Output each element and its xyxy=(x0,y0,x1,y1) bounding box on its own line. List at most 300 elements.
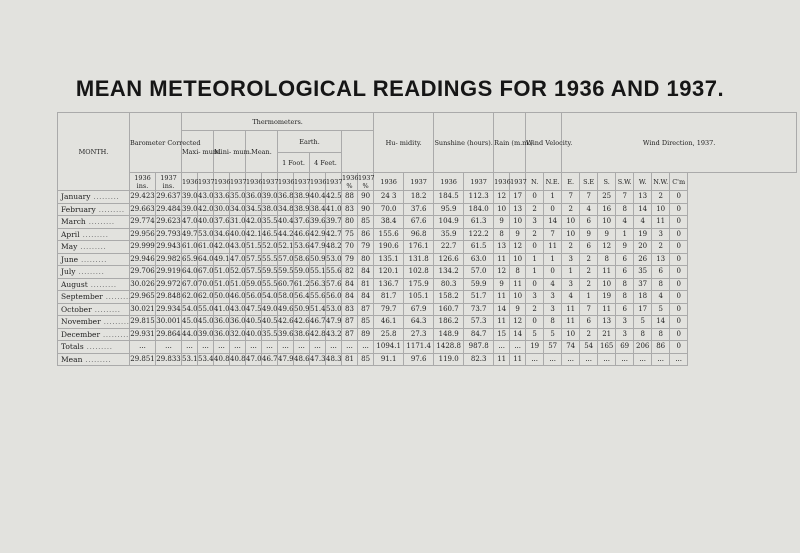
table-cell: 46.0 xyxy=(230,291,246,304)
table-cell: ... xyxy=(670,353,688,366)
table-cell: 29.484 xyxy=(156,203,182,216)
table-cell: ... xyxy=(598,353,616,366)
table-cell: 9 xyxy=(494,216,510,229)
table-cell: 126.6 xyxy=(434,253,464,266)
table-cell: 52.1 xyxy=(278,241,294,254)
month-label-text: May xyxy=(61,242,78,252)
table-cell: 3 xyxy=(526,291,544,304)
table-cell: 8 xyxy=(616,203,634,216)
table-cell: 97.6 xyxy=(404,353,434,366)
table-cell: 67.6 xyxy=(404,216,434,229)
table-cell: 38.4 xyxy=(374,216,404,229)
table-cell: 34.0 xyxy=(230,203,246,216)
month-label-text: January xyxy=(61,192,91,202)
table-cell: 13 xyxy=(598,316,616,329)
table-cell: 43.0 xyxy=(198,191,214,204)
table-cell: 3 xyxy=(526,216,544,229)
table-cell: 11 xyxy=(510,353,526,366)
table-cell: 0 xyxy=(670,253,688,266)
table-cell: 35.5 xyxy=(262,216,278,229)
table-cell: ... xyxy=(358,341,374,354)
table-cell: 5 xyxy=(652,303,670,316)
table-cell: 80.3 xyxy=(434,278,464,291)
table-cell: 10 xyxy=(494,203,510,216)
table-cell: 131.8 xyxy=(404,253,434,266)
table-cell: 89 xyxy=(358,328,374,341)
table-row xyxy=(58,353,797,366)
table-cell: 49.0 xyxy=(262,303,278,316)
table-cell: 57.5 xyxy=(246,266,262,279)
table-cell: 59.0 xyxy=(246,278,262,291)
table-cell: 58.6 xyxy=(294,253,310,266)
table-cell: 40.8 xyxy=(230,353,246,366)
table-cell: 67.0 xyxy=(182,278,198,291)
table-cell: 3 xyxy=(616,328,634,341)
table-cell: 14 xyxy=(510,328,526,341)
table-cell: 61.2 xyxy=(294,278,310,291)
table-cell: 29.972 xyxy=(156,278,182,291)
table-cell: 20 xyxy=(634,241,652,254)
table-cell: 61.5 xyxy=(464,241,494,254)
table-cell: 56.3 xyxy=(310,278,326,291)
table-cell: 87 xyxy=(342,328,358,341)
table-cell: 42.0 xyxy=(214,241,230,254)
table-cell: 57.0 xyxy=(278,253,294,266)
table-cell: 81.7 xyxy=(374,291,404,304)
maximum-header: Maxi- mum. xyxy=(182,131,214,173)
table-cell: 0 xyxy=(526,278,544,291)
table-cell: 1 xyxy=(616,228,634,241)
direction-calm: C'm xyxy=(670,173,688,191)
table-cell: 0 xyxy=(526,191,544,204)
month-label xyxy=(58,228,130,241)
table-cell: 85 xyxy=(358,316,374,329)
table-cell: 10 xyxy=(598,278,616,291)
minimum-header: Mini- mum. xyxy=(214,131,246,173)
month-label-text: December xyxy=(61,329,101,339)
table-cell: 45.0 xyxy=(182,316,198,329)
table-cell: ... xyxy=(230,341,246,354)
table-cell: 42.6 xyxy=(278,316,294,329)
table-cell: 6 xyxy=(616,253,634,266)
table-cell: 36.0 xyxy=(214,328,230,341)
table-cell: 32.0 xyxy=(230,328,246,341)
direction-w: W. xyxy=(634,173,652,191)
table-cell: 2 xyxy=(580,278,598,291)
table-cell: 51.0 xyxy=(214,278,230,291)
table-cell: 11 xyxy=(494,353,510,366)
table-cell: 4 xyxy=(634,216,652,229)
table-cell: 70.0 xyxy=(198,278,214,291)
table-cell: 95.9 xyxy=(434,203,464,216)
table-cell: 40.4 xyxy=(278,216,294,229)
table-cell: 175.9 xyxy=(404,278,434,291)
table-cell: 43.0 xyxy=(230,241,246,254)
table-cell: 40.4 xyxy=(310,191,326,204)
table-cell: 112.3 xyxy=(464,191,494,204)
readings-table-panel xyxy=(57,112,797,370)
table-cell: 49.1 xyxy=(214,253,230,266)
table-cell: 53.0 xyxy=(326,303,342,316)
month-label xyxy=(58,341,130,354)
table-cell: 54.0 xyxy=(182,303,198,316)
table-cell: 37.6 xyxy=(294,216,310,229)
table-cell: 30.026 xyxy=(130,278,156,291)
table-cell: 10 xyxy=(598,216,616,229)
table-cell: 0 xyxy=(670,328,688,341)
table-cell: 31.0 xyxy=(230,216,246,229)
year-1937: 1937 xyxy=(198,173,214,191)
table-row xyxy=(58,191,797,204)
table-cell: 55.5 xyxy=(262,278,278,291)
table-cell: 85 xyxy=(358,216,374,229)
table-cell: 29.423 xyxy=(130,191,156,204)
table-cell: 12 xyxy=(598,241,616,254)
table-cell: 45.0 xyxy=(198,316,214,329)
table-cell: 17 xyxy=(634,303,652,316)
table-cell: ... xyxy=(494,341,510,354)
table-row xyxy=(58,328,797,341)
table-cell: 29.864 xyxy=(156,328,182,341)
table-cell: 21 xyxy=(598,328,616,341)
table-cell: ... xyxy=(652,353,670,366)
table-cell: 29.793 xyxy=(156,228,182,241)
table-cell: 206 xyxy=(634,341,652,354)
table-cell: 3 xyxy=(544,303,562,316)
table-cell: 29.851 xyxy=(130,353,156,366)
sunshine-header: Sunshine (hours). xyxy=(434,113,494,173)
table-cell: 8 xyxy=(544,316,562,329)
table-cell: 11 xyxy=(598,303,616,316)
readings-body xyxy=(58,191,797,366)
table-cell: 47.3 xyxy=(310,353,326,366)
table-cell: 55.5 xyxy=(262,253,278,266)
table-cell: 36.8 xyxy=(278,191,294,204)
table-cell: 51.7 xyxy=(464,291,494,304)
table-cell: 26 xyxy=(634,253,652,266)
table-cell: 38.0 xyxy=(262,203,278,216)
table-cell: 24 3 xyxy=(374,191,404,204)
table-cell: 30.0 xyxy=(214,203,230,216)
four-feet-header: 4 Feet. xyxy=(310,153,342,173)
table-cell: ... xyxy=(198,341,214,354)
table-cell: 58.0 xyxy=(278,291,294,304)
table-cell: 14 xyxy=(494,303,510,316)
table-cell: 13 xyxy=(510,203,526,216)
table-row xyxy=(58,316,797,329)
month-label xyxy=(58,316,130,329)
table-cell: ... xyxy=(278,341,294,354)
table-cell: 5 xyxy=(526,328,544,341)
table-cell: 74 xyxy=(562,341,580,354)
table-cell: 47.0 xyxy=(246,353,262,366)
leader-dots: ......... xyxy=(77,242,107,252)
table-cell: 25 xyxy=(598,191,616,204)
table-cell: 96.8 xyxy=(404,228,434,241)
table-cell: ... xyxy=(562,353,580,366)
table-cell: 18.2 xyxy=(404,191,434,204)
table-cell: 47.9 xyxy=(278,353,294,366)
table-cell: 11 xyxy=(562,303,580,316)
table-cell: 8 xyxy=(652,278,670,291)
direction-nw: N.W. xyxy=(652,173,670,191)
table-cell: 11 xyxy=(652,216,670,229)
table-cell: 5 xyxy=(544,328,562,341)
table-cell: 186.2 xyxy=(434,316,464,329)
table-cell: 1171.4 xyxy=(404,341,434,354)
table-cell: 4 xyxy=(544,278,562,291)
wind-velocity-header: Wind Velocity. xyxy=(526,113,562,173)
table-cell: 0 xyxy=(526,316,544,329)
table-cell: 29.956 xyxy=(130,228,156,241)
table-cell: 7 xyxy=(562,191,580,204)
table-cell: 48.2 xyxy=(326,241,342,254)
month-label xyxy=(58,303,130,316)
table-cell: 57 xyxy=(544,341,562,354)
table-cell: 29.943 xyxy=(156,241,182,254)
table-cell: 2 xyxy=(526,303,544,316)
table-cell: 51.4 xyxy=(310,303,326,316)
table-cell: 160.7 xyxy=(434,303,464,316)
table-cell: 0 xyxy=(526,241,544,254)
table-cell: 40.0 xyxy=(198,216,214,229)
month-label-text: Mean xyxy=(61,354,83,364)
table-cell: 56.0 xyxy=(246,291,262,304)
table-cell: 5 xyxy=(634,316,652,329)
table-cell: 57.0 xyxy=(464,266,494,279)
table-cell: 87 xyxy=(358,303,374,316)
page-title: MEAN METEOROLOGICAL READINGS FOR 1936 AND 1937. xyxy=(75,76,725,101)
table-cell: 12 xyxy=(510,316,526,329)
month-label xyxy=(58,216,130,229)
month-label xyxy=(58,203,130,216)
table-row xyxy=(58,341,797,354)
table-cell: 57.3 xyxy=(464,316,494,329)
leader-dots: ......... xyxy=(82,354,112,364)
table-cell: 47.9 xyxy=(310,241,326,254)
table-cell: 104.9 xyxy=(434,216,464,229)
table-cell: 55.6 xyxy=(310,291,326,304)
table-cell: 29.965 xyxy=(130,291,156,304)
table-cell: 1 xyxy=(544,253,562,266)
month-label xyxy=(58,278,130,291)
table-cell: ... xyxy=(616,353,634,366)
table-cell: 53.0 xyxy=(326,253,342,266)
table-cell: 59.9 xyxy=(464,278,494,291)
table-cell: 42.5 xyxy=(326,191,342,204)
table-cell: 19 xyxy=(598,291,616,304)
table-cell: 136.7 xyxy=(374,278,404,291)
table-cell: 4 xyxy=(580,203,598,216)
table-cell: 134.2 xyxy=(434,266,464,279)
table-cell: 59.5 xyxy=(262,266,278,279)
table-cell: 11 xyxy=(562,316,580,329)
table-cell: 29.623 xyxy=(156,216,182,229)
direction-e: E. xyxy=(562,173,580,191)
leader-dots: ......... xyxy=(85,217,115,227)
table-row xyxy=(58,241,797,254)
humidity-year-1937: 1937 % xyxy=(358,173,375,190)
table-cell: 10 xyxy=(510,291,526,304)
table-cell: 3 xyxy=(562,253,580,266)
table-cell: 48.3 xyxy=(326,353,342,366)
table-cell: 120.1 xyxy=(374,266,404,279)
table-cell: 40.8 xyxy=(214,353,230,366)
table-cell: 50.9 xyxy=(294,303,310,316)
table-cell: 84 xyxy=(342,291,358,304)
table-cell: 6 xyxy=(652,266,670,279)
table-cell: 1094.1 xyxy=(374,341,404,354)
table-cell: 148.9 xyxy=(434,328,464,341)
table-cell: ... xyxy=(214,341,230,354)
table-cell: 9 xyxy=(598,228,616,241)
rain-header: Rain (m.m.) xyxy=(494,113,526,173)
table-cell: 44.0 xyxy=(182,328,198,341)
table-cell: 1 xyxy=(526,253,544,266)
mean-header: Mean. xyxy=(246,131,278,173)
table-cell: 29.934 xyxy=(156,303,182,316)
table-cell: 25.8 xyxy=(374,328,404,341)
table-cell: 184.5 xyxy=(434,191,464,204)
table-cell: 29.999 xyxy=(130,241,156,254)
table-cell: 102.8 xyxy=(404,266,434,279)
table-cell: 33.6 xyxy=(214,191,230,204)
table-cell: 49.6 xyxy=(278,303,294,316)
table-cell: 39.0 xyxy=(182,191,198,204)
year-1937: 1937 xyxy=(294,173,310,191)
table-cell: 1 xyxy=(526,266,544,279)
table-cell: 46.7 xyxy=(262,353,278,366)
table-cell: 42.7 xyxy=(326,228,342,241)
table-cell: 54 xyxy=(580,341,598,354)
table-cell: 49.7 xyxy=(182,228,198,241)
table-cell: 53.0 xyxy=(198,228,214,241)
table-cell: 81 xyxy=(342,353,358,366)
table-cell: 8 xyxy=(616,278,634,291)
month-label xyxy=(58,353,130,366)
table-cell: 165 xyxy=(598,341,616,354)
table-cell: 14 xyxy=(544,216,562,229)
table-cell: 53.1 xyxy=(182,353,198,366)
month-label-text: October xyxy=(61,304,92,314)
table-cell: 8 xyxy=(616,291,634,304)
table-cell: 3 xyxy=(616,316,634,329)
table-cell: 54.0 xyxy=(262,291,278,304)
table-cell: 46.1 xyxy=(374,316,404,329)
table-cell: 29.815 xyxy=(130,316,156,329)
table-cell: 4 xyxy=(562,291,580,304)
table-cell: 2 xyxy=(652,241,670,254)
table-cell: 0 xyxy=(544,203,562,216)
table-cell: 6 xyxy=(580,241,598,254)
table-cell: 67.0 xyxy=(198,266,214,279)
table-cell: 37.6 xyxy=(404,203,434,216)
table-cell: ... xyxy=(130,341,156,354)
table-cell: 176.1 xyxy=(404,241,434,254)
table-cell: 55.6 xyxy=(326,266,342,279)
table-cell: 18 xyxy=(634,291,652,304)
table-cell: 1 xyxy=(580,291,598,304)
leader-dots: ......... xyxy=(100,317,130,327)
leader-dots: ......... xyxy=(83,342,113,352)
table-cell: 3 xyxy=(562,278,580,291)
table-cell: 85 xyxy=(358,353,374,366)
table-cell: 2 xyxy=(526,203,544,216)
thermometers-header: Thermometers. xyxy=(182,113,374,131)
table-cell: 50.9 xyxy=(310,253,326,266)
table-cell: 51.0 xyxy=(214,266,230,279)
table-row xyxy=(58,216,797,229)
table-cell: 29.919 xyxy=(156,266,182,279)
table-cell: 39.6 xyxy=(278,328,294,341)
table-cell: ... xyxy=(246,341,262,354)
table-cell: 6 xyxy=(616,303,634,316)
table-cell: 12 xyxy=(494,191,510,204)
year-1937: 1937 xyxy=(230,173,246,191)
table-cell: 10 xyxy=(510,253,526,266)
table-cell: 29.833 xyxy=(156,353,182,366)
table-cell: 70 xyxy=(342,241,358,254)
month-label xyxy=(58,291,130,304)
table-cell: 2 xyxy=(580,328,598,341)
table-cell: 8 xyxy=(510,266,526,279)
table-cell: ... xyxy=(544,353,562,366)
table-cell: 190.6 xyxy=(374,241,404,254)
direction-sw: S.W. xyxy=(616,173,634,191)
table-cell: 55.1 xyxy=(310,266,326,279)
table-cell: 47.9 xyxy=(326,316,342,329)
table-cell: 43.0 xyxy=(230,303,246,316)
month-label xyxy=(58,191,130,204)
table-cell: 2 xyxy=(562,241,580,254)
table-cell: 46.5 xyxy=(262,228,278,241)
table-cell: 47.5 xyxy=(246,303,262,316)
table-cell: 11 xyxy=(510,278,526,291)
table-cell: ... xyxy=(634,353,652,366)
table-cell: 7 xyxy=(580,303,598,316)
year-1937: 1937 xyxy=(262,173,278,191)
table-cell: 29.637 xyxy=(156,191,182,204)
year-1937: 1937 xyxy=(464,173,494,191)
table-cell: 9 xyxy=(580,228,598,241)
table-cell: 0 xyxy=(544,266,562,279)
humidity-header: Hu- midity. xyxy=(374,113,434,173)
earth-header: Earth. xyxy=(278,131,342,153)
one-foot-header: 1 Foot. xyxy=(278,153,310,173)
month-label-text: April xyxy=(61,229,80,239)
month-label-text: June xyxy=(61,254,79,264)
year-1936: 1936 xyxy=(214,173,230,191)
table-cell: 27.3 xyxy=(404,328,434,341)
table-cell: 70.0 xyxy=(374,203,404,216)
table-cell: 184.0 xyxy=(464,203,494,216)
table-row xyxy=(58,291,797,304)
table-cell: ... xyxy=(294,341,310,354)
table-row xyxy=(58,253,797,266)
table-cell: 0 xyxy=(670,191,688,204)
month-label-text: Totals xyxy=(61,342,84,352)
leader-dots: ......... xyxy=(90,192,120,202)
leader-dots: ......... xyxy=(87,279,117,289)
direction-n: N. xyxy=(526,173,544,191)
table-cell: 43.2 xyxy=(326,328,342,341)
table-cell: 34.6 xyxy=(214,228,230,241)
table-cell: 3 xyxy=(652,228,670,241)
table-cell: 79 xyxy=(358,241,374,254)
table-cell: 40.5 xyxy=(262,316,278,329)
table-cell: 42.6 xyxy=(294,316,310,329)
table-cell: 13 xyxy=(494,241,510,254)
